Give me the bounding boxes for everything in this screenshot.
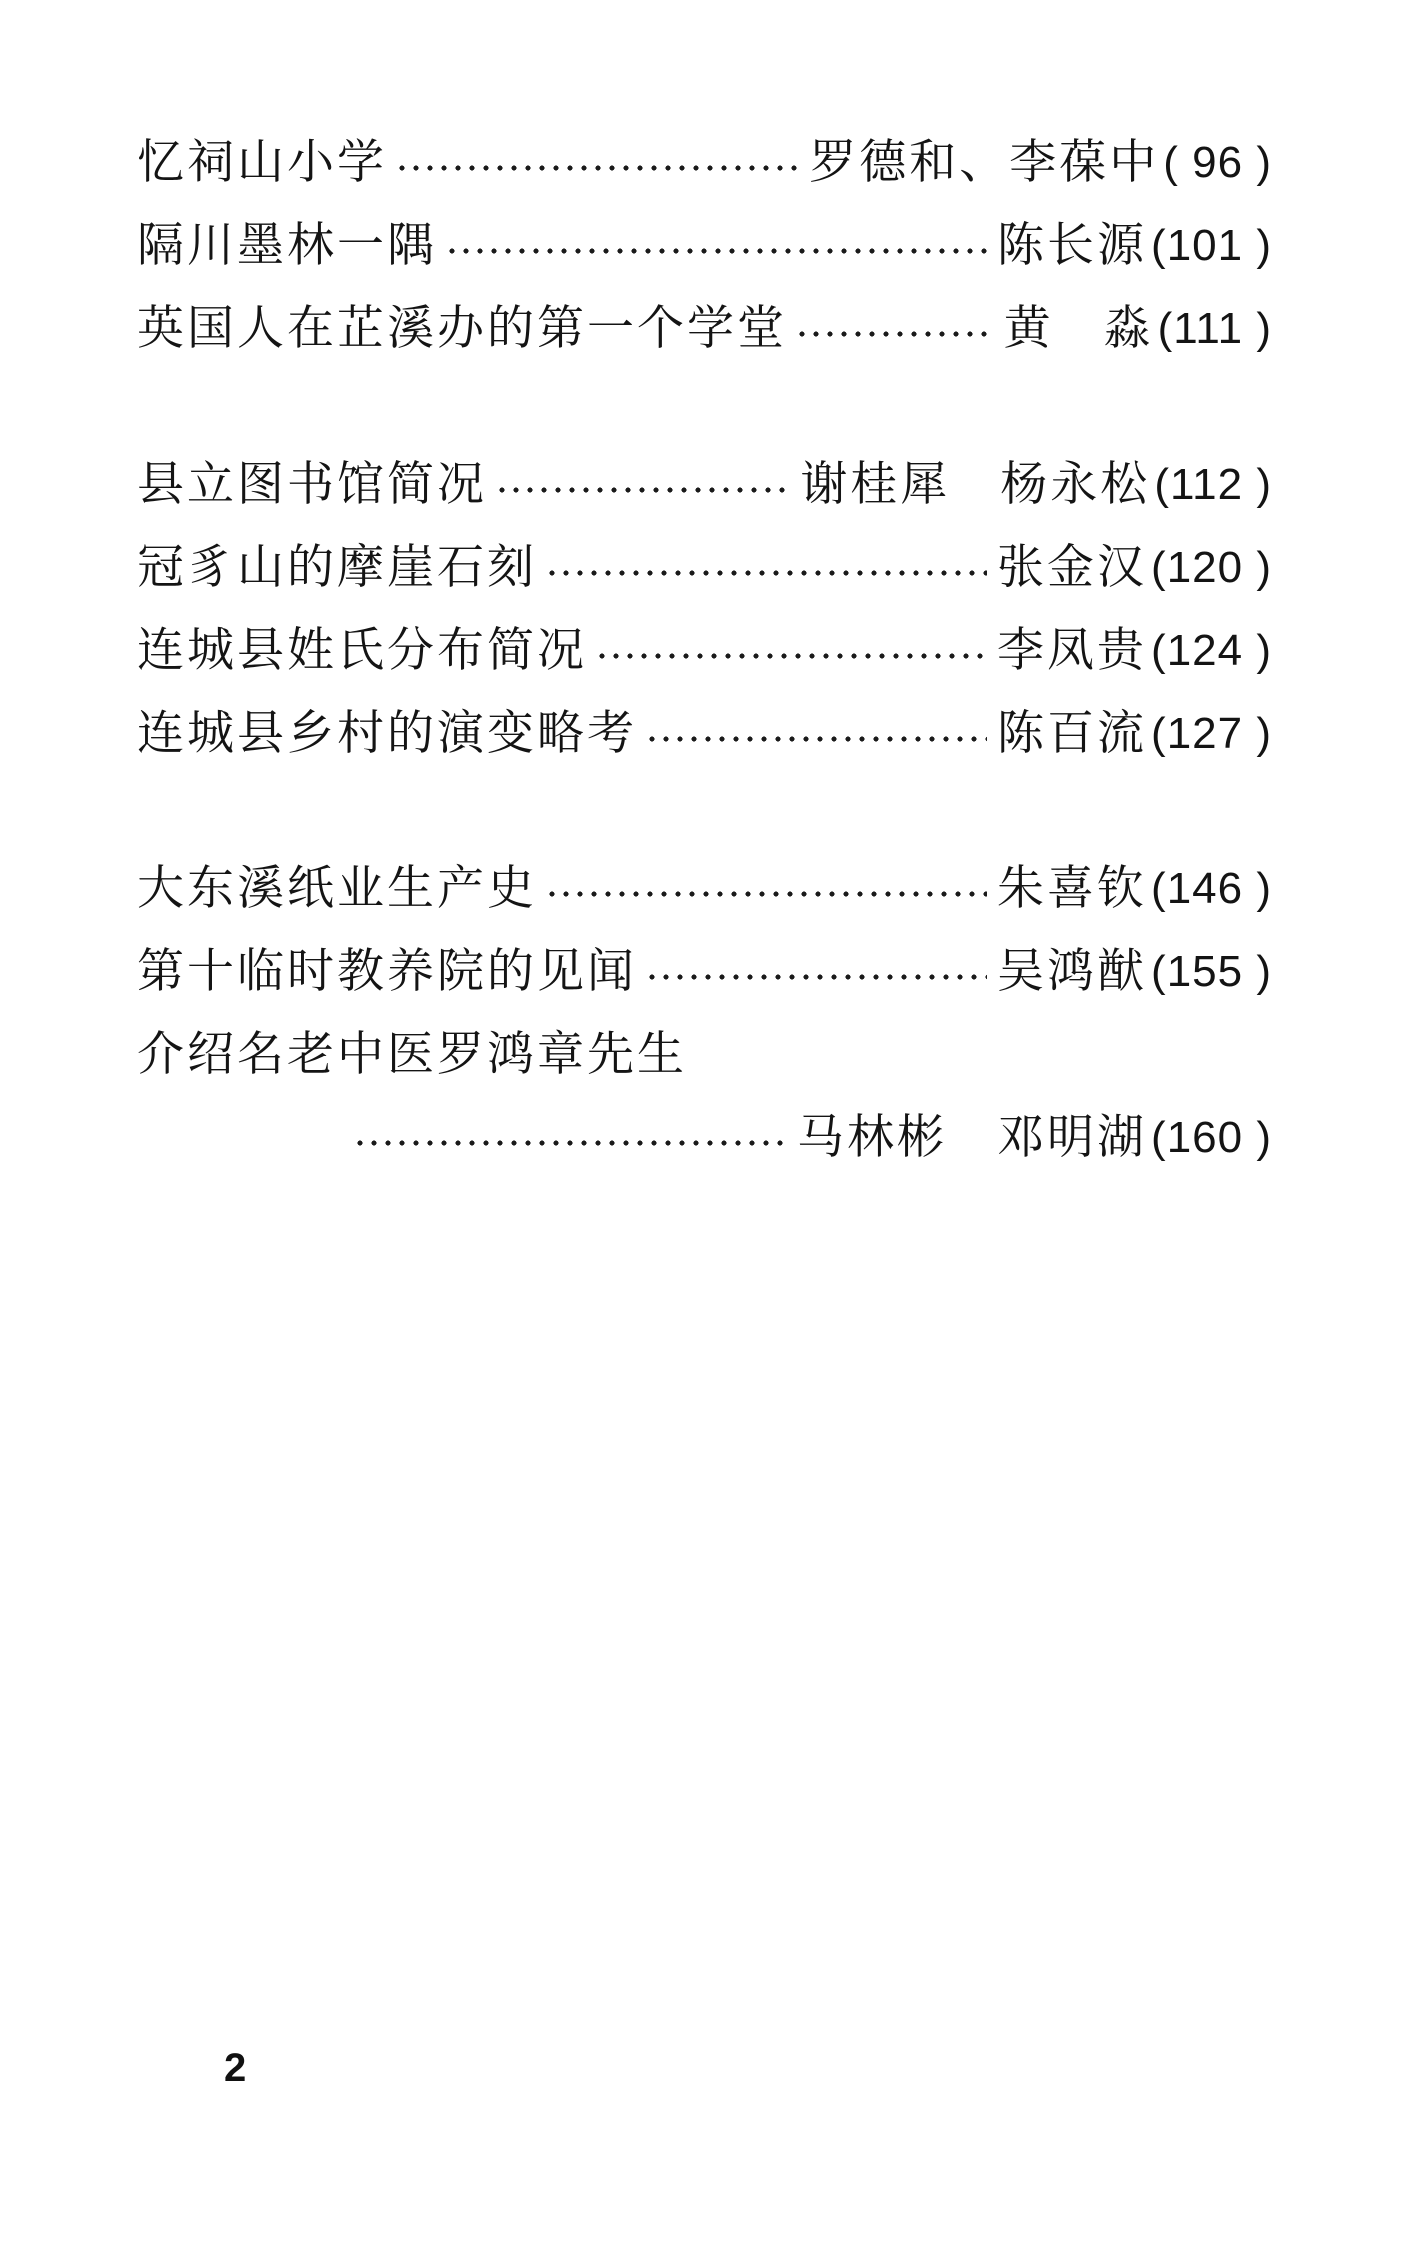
toc-entry (137, 857, 1272, 921)
dot-leader (353, 1139, 787, 1147)
entry-page: (160 ) (1151, 1113, 1272, 1162)
entry-title: 县立图书馆简况 (137, 457, 487, 512)
entry-author: 吴鸿猷 (997, 944, 1148, 999)
entry-title: 第十临时教养院的见闻 (137, 944, 637, 999)
entry-page: (120 ) (1151, 543, 1272, 592)
entry-title: 连城县姓氏分布简况 (137, 623, 587, 678)
entry-author: 谢桂犀 杨永松 (800, 457, 1151, 512)
page-number: 2 (224, 2046, 247, 2090)
entry-title: 大东溪纸业生产史 (137, 861, 537, 916)
entry-title: 忆祠山小学 (137, 135, 387, 190)
entry-author: 张金汉 (997, 540, 1148, 595)
toc-entry (137, 702, 1272, 766)
entry-title: 隔川墨林一隅 (137, 218, 437, 273)
entry-page: (146 ) (1151, 864, 1272, 913)
toc-entry (137, 297, 1272, 361)
toc-entry (137, 536, 1272, 600)
entry-page: (112 ) (1154, 460, 1272, 509)
toc-entry (137, 619, 1272, 683)
entry-page: (111 ) (1157, 304, 1272, 353)
dot-leader (545, 890, 987, 898)
dot-leader (795, 330, 994, 338)
entry-author: 李凤贵 (997, 623, 1148, 678)
entry-page: ( 96 ) (1163, 138, 1272, 187)
toc-entry (137, 214, 1272, 278)
dot-leader (545, 569, 987, 577)
dot-leader (645, 735, 987, 743)
entry-title: 冠豸山的摩崖石刻 (137, 540, 537, 595)
entry-author: 朱喜钦 (997, 861, 1148, 916)
toc-entry (137, 453, 1272, 517)
toc-entry (137, 131, 1272, 195)
entry-author: 黄 淼 (1003, 301, 1154, 356)
entry-title: 英国人在芷溪办的第一个学堂 (137, 301, 787, 356)
dot-leader (645, 973, 987, 981)
dot-leader (495, 486, 790, 494)
entry-page: (124 ) (1151, 626, 1272, 675)
entry-author: 陈长源 (997, 218, 1148, 273)
entry-title: 连城县乡村的演变略考 (137, 706, 637, 761)
dot-leader (445, 247, 987, 255)
entry-title: 介绍名老中医罗鸿章先生 (137, 1027, 687, 1082)
dot-leader (595, 652, 987, 660)
entry-author: 陈百流 (997, 706, 1148, 761)
toc-entry-continuation (137, 1106, 1272, 1170)
dot-leader (395, 164, 799, 172)
entry-page: (101 ) (1151, 221, 1272, 270)
entry-page: (127 ) (1151, 709, 1272, 758)
toc-entry (137, 940, 1272, 1004)
toc-entry-title-line (137, 1023, 1272, 1087)
entry-author: 马林彬 邓明湖 (797, 1110, 1148, 1165)
entry-author: 罗德和、李葆中 (809, 135, 1160, 190)
entry-page: (155 ) (1151, 947, 1272, 996)
